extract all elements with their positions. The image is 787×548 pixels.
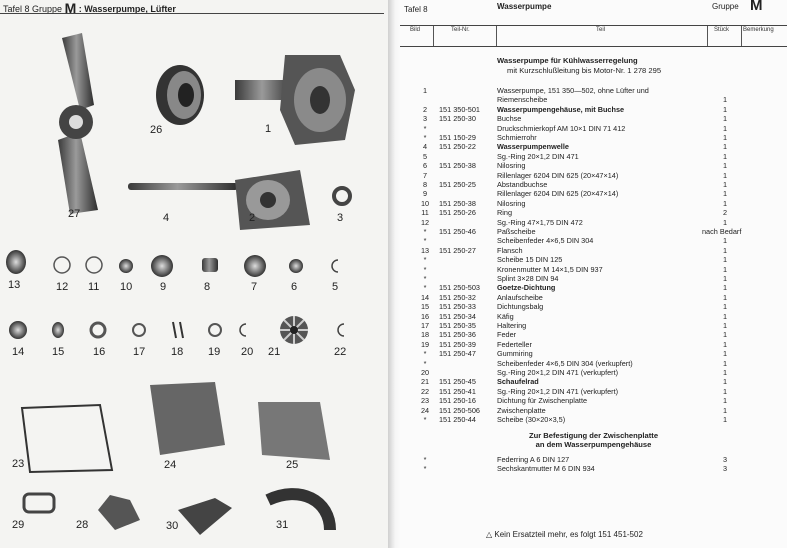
bild-cell: * xyxy=(423,283,427,293)
part-label: 11 xyxy=(88,281,100,293)
part-label: 5 xyxy=(332,281,339,293)
teil-nr-cell: 151 250-38 xyxy=(439,161,476,171)
table-row xyxy=(400,377,787,386)
table-row xyxy=(400,330,787,339)
table-row xyxy=(400,199,787,208)
bild-cell: 15 xyxy=(420,302,430,312)
part-label: 12 xyxy=(56,281,69,293)
stueck-cell: 1 xyxy=(722,217,728,227)
table-row xyxy=(400,321,787,330)
table-row xyxy=(400,455,787,464)
table-row xyxy=(400,255,787,264)
small-gasket-part xyxy=(24,494,54,512)
stueck-cell: 1 xyxy=(722,377,728,387)
teil-cell: Feder xyxy=(497,330,517,340)
stueck-cell: 1 xyxy=(722,151,728,161)
teil-cell: Dichtungsbalg xyxy=(497,302,544,312)
teil-cell: Scheibenfeder 4×6,5 DIN 304 xyxy=(497,236,594,246)
bild-cell: 7 xyxy=(422,170,428,180)
table-row xyxy=(400,406,787,415)
teil-cell: Sg.-Ring 20×1,2 DIN 471 (verkupfert) xyxy=(497,386,619,396)
teil-nr-cell: 151 250-26 xyxy=(439,208,476,218)
col-teil-nr: Teil-Nr. xyxy=(451,27,470,33)
teil-cell: Riemenscheibe xyxy=(497,95,548,105)
bild-cell: * xyxy=(423,133,427,142)
teil-cell: Paßscheibe xyxy=(497,227,536,236)
table-row xyxy=(400,95,787,104)
bild-cell: * xyxy=(423,274,427,283)
table-row xyxy=(400,180,787,189)
bild-cell: 21 xyxy=(420,377,430,387)
teil-cell: Wasserpumpenwelle xyxy=(497,142,569,152)
small-parts-row-1 xyxy=(6,250,338,277)
stueck-cell: 1 xyxy=(722,236,728,246)
part-label: 8 xyxy=(204,281,211,293)
stueck-cell: 1 xyxy=(722,142,728,152)
table-row xyxy=(400,302,787,311)
table-row xyxy=(400,283,787,292)
subheading-line-2: an dem Wasserpumpengehäuse xyxy=(535,440,652,449)
stueck-cell: 1 xyxy=(722,311,728,321)
teil-cell: Wasserpumpengehäuse, mit Buchse xyxy=(497,104,625,114)
teil-nr-cell: 151 250-46 xyxy=(439,227,476,236)
teil-cell: Wasserpumpe, 151 350—502, ohne Lüfter und xyxy=(497,86,649,95)
table-row xyxy=(400,114,787,123)
connector-part xyxy=(98,495,140,530)
teil-cell: Rillenlager 6204 DIN 625 (20×47×14) xyxy=(497,189,619,199)
table-row xyxy=(400,218,787,227)
table-row xyxy=(400,227,787,236)
teil-cell: Dichtung für Zwischenplatte xyxy=(497,396,588,406)
bild-cell: 6 xyxy=(422,161,428,171)
column-divider xyxy=(741,26,742,46)
bild-cell: 2 xyxy=(422,104,428,114)
column-divider xyxy=(496,26,497,46)
teil-cell: Kronenmutter M 14×1,5 DIN 937 xyxy=(497,264,603,274)
teil-nr-cell: 151 250-33 xyxy=(439,302,476,312)
part-label: 29 xyxy=(12,519,25,531)
teil-cell: Scheibenfeder 4×6,5 DIN 304 (verkupfert) xyxy=(497,358,633,368)
part-label: 21 xyxy=(268,346,281,358)
bild-cell: 19 xyxy=(420,339,430,349)
table-row xyxy=(400,464,787,473)
teil-cell: Gummiring xyxy=(497,349,533,359)
table-row xyxy=(400,105,787,114)
intro-line-2: mit Kurzschlußleitung bis Motor-Nr. 1 278 295 xyxy=(507,66,662,75)
part-label: 18 xyxy=(171,346,184,358)
teil-nr-cell: 151 250-22 xyxy=(439,142,476,152)
table-row xyxy=(400,293,787,302)
part-label: 28 xyxy=(76,519,89,531)
table-row xyxy=(400,189,787,198)
part-label: 6 xyxy=(291,281,298,293)
teil-nr-cell: 151 250-41 xyxy=(439,386,476,396)
teil-nr-cell: 151 250-30 xyxy=(439,114,476,124)
table-row xyxy=(400,368,787,377)
col-stueck: Stück xyxy=(714,27,730,33)
bild-cell: * xyxy=(423,264,427,274)
teil-cell: Scheibe 15 DIN 125 xyxy=(497,255,563,265)
teil-cell: Käfig xyxy=(497,311,514,321)
part-label: 3 xyxy=(337,212,344,224)
part-label: 31 xyxy=(276,519,289,531)
tee-fitting-part xyxy=(178,498,232,535)
bild-cell: * xyxy=(423,255,427,265)
bild-cell: 9 xyxy=(422,189,428,199)
bild-cell: 10 xyxy=(420,198,430,208)
part-label: 17 xyxy=(133,346,146,358)
teil-cell: Sg.-Ring 47×1,75 DIN 472 xyxy=(497,217,583,227)
stueck-cell: 1 xyxy=(722,104,728,114)
part-label: 19 xyxy=(208,346,221,358)
left-group-letter: M xyxy=(64,0,77,16)
table-top-rule xyxy=(400,25,787,26)
stueck-cell: 1 xyxy=(722,386,728,396)
bild-cell: 24 xyxy=(420,405,430,415)
part-label: 22 xyxy=(334,346,347,358)
pulley-part xyxy=(156,65,204,125)
water-pump-assembly-part xyxy=(235,55,355,145)
column-divider xyxy=(707,26,708,46)
book-gutter xyxy=(388,0,400,548)
stueck-cell: 1 xyxy=(722,415,728,424)
bild-cell: * xyxy=(423,455,427,464)
bild-cell: 14 xyxy=(420,292,430,302)
part-label: 13 xyxy=(8,279,21,291)
teil-nr-cell: 151 250-27 xyxy=(439,245,476,255)
teil-cell: Zwischenplatte xyxy=(497,405,546,415)
bild-cell: * xyxy=(423,123,427,133)
bushing-part xyxy=(334,188,350,204)
stueck-cell: 1 xyxy=(722,358,728,368)
stueck-cell: 1 xyxy=(722,405,728,415)
part-label: 10 xyxy=(120,281,133,293)
part-label: 20 xyxy=(241,346,254,358)
stueck-cell: 1 xyxy=(722,264,728,274)
part-label: 15 xyxy=(52,346,65,358)
stueck-cell: 1 xyxy=(722,161,728,171)
part-label: 25 xyxy=(286,459,299,471)
teil-nr-cell: 151 250-35 xyxy=(439,321,476,330)
pump-housing-part xyxy=(235,170,310,230)
table-row xyxy=(400,340,787,349)
stueck-cell: 1 xyxy=(722,95,728,105)
part-label: 26 xyxy=(150,124,163,136)
teil-cell: Rillenlager 6204 DIN 625 (20×47×14) xyxy=(497,170,619,180)
stueck-cell: 1 xyxy=(722,339,728,349)
left-header-title: : Wasserpumpe, Lüfter xyxy=(78,4,176,14)
teil-nr-cell: 151 250-32 xyxy=(439,292,476,302)
part-label: 16 xyxy=(93,346,106,358)
stueck-cell: 1 xyxy=(722,283,728,293)
stueck-cell: 2 xyxy=(722,208,728,218)
table-row xyxy=(400,171,787,180)
teil-cell: Scheibe (30×20×3,5) xyxy=(497,415,566,424)
teil-nr-cell: 151 250-45 xyxy=(439,377,476,387)
right-group-letter: M xyxy=(750,0,763,14)
stueck-cell: 1 xyxy=(722,114,728,124)
bild-cell: * xyxy=(423,358,427,368)
bild-cell: * xyxy=(423,464,427,473)
intermediate-plate-part xyxy=(150,382,225,455)
teil-cell: Goetze-Dichtung xyxy=(497,283,556,293)
table-row xyxy=(400,133,787,142)
tafel-label: Tafel 8 xyxy=(404,5,428,14)
table-row xyxy=(400,208,787,217)
stueck-cell: 1 xyxy=(722,133,728,142)
bild-cell: * xyxy=(423,236,427,246)
part-label: 14 xyxy=(12,346,25,358)
bild-cell: * xyxy=(423,227,427,236)
table-row xyxy=(400,161,787,170)
teil-cell: Druckschmierkopf AM 10×1 DIN 71 412 xyxy=(497,123,626,133)
bild-cell: 3 xyxy=(422,114,428,124)
column-divider xyxy=(433,26,434,46)
left-header-prefix: Tafel 8 Gruppe xyxy=(3,4,63,14)
teil-cell: Abstandbuchse xyxy=(497,180,548,189)
intro-line-1: Wasserpumpe für Kühlwasserregelung xyxy=(497,56,638,65)
teil-nr-cell: 151 250-25 xyxy=(439,180,476,189)
stueck-cell: 1 xyxy=(722,170,728,180)
col-bemerkung: Bemerkung xyxy=(743,27,774,33)
stueck-cell: 1 xyxy=(722,123,728,133)
table-row xyxy=(400,359,787,368)
stueck-cell: 1 xyxy=(722,180,728,189)
teil-nr-cell: 151 250-44 xyxy=(439,415,476,424)
part-label: 9 xyxy=(160,281,167,293)
footnote: △ Kein Ersatzteil mehr, es folgt 151 451-502 xyxy=(486,530,643,539)
teil-cell: Flansch xyxy=(497,245,523,255)
part-label: 23 xyxy=(12,458,25,470)
stueck-cell: 1 xyxy=(722,274,728,283)
teil-cell: Schaufelrad xyxy=(497,377,539,387)
table-row xyxy=(400,246,787,255)
table-row xyxy=(400,236,787,245)
teil-nr-cell: 151 350-501 xyxy=(439,104,480,114)
table-row xyxy=(400,124,787,133)
teil-cell: Sg.-Ring 20×1,2 DIN 471 (verkupfert) xyxy=(497,368,619,377)
teil-nr-cell: 151 250-39 xyxy=(439,339,476,349)
stueck-cell: 1 xyxy=(722,349,728,359)
col-bild: Bild xyxy=(410,27,421,33)
stueck-cell: 3 xyxy=(722,455,728,464)
table-row xyxy=(400,142,787,151)
bild-cell: 13 xyxy=(420,245,430,255)
part-label: 2 xyxy=(249,212,256,224)
bild-cell: 11 xyxy=(421,208,429,218)
bild-cell: 23 xyxy=(420,396,430,406)
bild-cell: 4 xyxy=(422,142,428,152)
teil-cell: Sechskantmutter M 6 DIN 934 xyxy=(497,464,595,473)
table-row xyxy=(400,274,787,283)
bild-cell: 5 xyxy=(422,151,428,161)
part-label: 1 xyxy=(265,123,272,135)
parts-drawing xyxy=(0,0,388,548)
table-row xyxy=(400,312,787,321)
part-label: 24 xyxy=(164,459,177,471)
teil-cell: Splint 3×28 DIN 94 xyxy=(497,274,559,283)
teil-cell: Nilosring xyxy=(497,161,526,171)
bild-cell: 18 xyxy=(420,330,430,340)
table-row xyxy=(400,265,787,274)
bild-cell: 20 xyxy=(420,368,430,377)
pump-shaft-part xyxy=(128,183,238,190)
table-row xyxy=(400,86,787,95)
teil-cell: Haltering xyxy=(497,321,527,330)
bild-cell: * xyxy=(423,415,427,424)
stueck-cell: 1 xyxy=(722,198,728,208)
teil-cell: Schmierrohr xyxy=(497,133,537,142)
teil-nr-cell: 151 250-16 xyxy=(439,396,476,406)
stueck-cell: 1 xyxy=(722,368,728,377)
teil-nr-cell: 151 150-29 xyxy=(439,133,476,142)
table-row xyxy=(400,152,787,161)
stueck-cell: 1 xyxy=(722,302,728,312)
teil-cell: Anlaufscheibe xyxy=(497,292,543,302)
table-row xyxy=(400,415,787,424)
stueck-cell: 1 xyxy=(722,245,728,255)
teil-cell: Federring A 6 DIN 127 xyxy=(497,455,570,464)
stueck-cell: 1 xyxy=(722,321,728,330)
table-row xyxy=(400,396,787,405)
stueck-cell: 1 xyxy=(722,255,728,265)
table-header-rule xyxy=(400,46,787,47)
subheading-line-1: Zur Befestigung der Zwischenplatte xyxy=(528,431,659,440)
stueck-cell: 1 xyxy=(722,292,728,302)
stueck-cell: 1 xyxy=(722,396,728,406)
bild-cell: * xyxy=(423,349,427,359)
page-title: Wasserpumpe xyxy=(497,2,552,11)
gasket-part xyxy=(22,405,112,472)
fan-blade-part xyxy=(58,33,98,214)
part-label: 30 xyxy=(166,520,179,532)
teil-nr-cell: 151 250-36 xyxy=(439,330,476,340)
teil-nr-cell: 151 250-38 xyxy=(439,198,476,208)
col-teil: Teil xyxy=(596,27,606,33)
table-row xyxy=(400,387,787,396)
gruppe-label: Gruppe xyxy=(712,2,739,11)
part-label: 7 xyxy=(251,281,258,293)
bild-cell: 17 xyxy=(420,321,430,330)
bild-cell: 22 xyxy=(420,386,430,396)
teil-cell: Buchse xyxy=(497,114,522,124)
table-row xyxy=(400,349,787,358)
bild-cell: 1 xyxy=(422,86,428,95)
teil-nr-cell: 151 250-34 xyxy=(439,311,476,321)
teil-nr-cell: 151 250-503 xyxy=(439,283,480,293)
bild-cell: 8 xyxy=(422,180,428,189)
teil-cell: Sg.-Ring 20×1,2 DIN 471 xyxy=(497,151,579,161)
teil-nr-cell: 151 250-506 xyxy=(439,405,480,415)
stueck-cell: 1 xyxy=(722,330,728,340)
teil-cell: Federteller xyxy=(497,339,532,349)
plate-part xyxy=(258,402,330,460)
teil-nr-cell: 151 250-47 xyxy=(439,349,476,359)
bild-cell: 16 xyxy=(420,311,430,321)
small-parts-row-2 xyxy=(9,316,344,344)
stueck-cell: 1 xyxy=(722,189,728,199)
teil-cell: Nilosring xyxy=(497,198,526,208)
stueck-cell: 3 xyxy=(722,464,728,473)
teil-cell: Ring xyxy=(497,208,513,218)
part-label: 4 xyxy=(163,212,170,224)
part-label: 27 xyxy=(68,208,81,220)
bild-cell: 12 xyxy=(420,217,430,227)
bemerkung-cell: nach Bedarf xyxy=(702,227,742,236)
